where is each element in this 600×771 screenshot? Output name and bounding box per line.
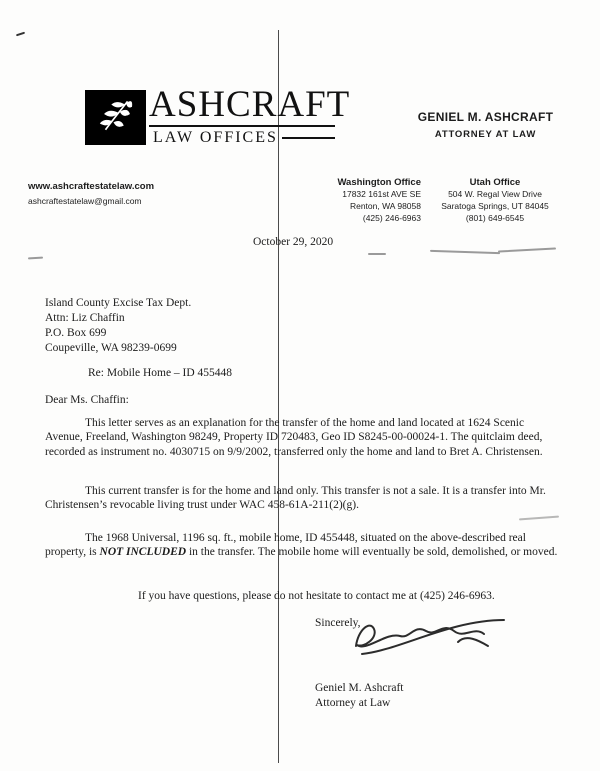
leaf-icon [95, 94, 137, 141]
scan-artifact [430, 250, 500, 254]
closing: Sincerely, [315, 617, 361, 629]
utah-office-address2: Saratoga Springs, UT 84045 [441, 201, 549, 212]
salutation: Dear Ms. Chaffin: [45, 394, 129, 406]
washington-office-phone: (425) 246-6963 [362, 213, 421, 224]
scan-artifact [498, 247, 556, 252]
firm-name-block [149, 84, 351, 147]
paragraph-1: This letter serves as an explanation for the transfer of the home and land located at 1624 Scenic Avenue, Freeland, Washington 98249, Property ID 720483, Geo ID S8245-00-00024-1. The quitclaim deed, recorded as instrument no. 4030715 on 9/9/2002, transferred only the home and land to Bret A. Christensen. [45, 417, 543, 458]
washington-office-title: Washington Office [337, 177, 421, 188]
firm-email: ashcraftestatelaw@gmail.com [28, 196, 142, 206]
attorney-title: ATTORNEY AT LAW [434, 129, 537, 140]
scan-artifact [16, 32, 25, 37]
signer-name: Geniel M. Ashcraft [315, 682, 404, 694]
paragraph-2: This current transfer is for the home and land only. This transfer is not a sale. It is a transfer into Mr. Christensen’s revocable living trust under WAC 458-61A-211(2)(g). [45, 485, 546, 512]
recipient-line: Coupeville, WA 98239-0699 [45, 342, 177, 354]
washington-office-address1: 17832 161st AVE SE [342, 189, 421, 200]
contact-left [28, 181, 154, 206]
recipient-line: P.O. Box 699 [45, 327, 107, 339]
firm-name: ASHCRAFT [149, 84, 351, 125]
scan-artifact [28, 257, 43, 259]
recipient-line: Attn: Liz Chaffin [45, 312, 125, 324]
signer-title: Attorney at Law [315, 697, 391, 709]
utah-office-phone: (801) 649-6545 [465, 213, 525, 224]
utah-office-address1: 504 W. Regal View Drive [448, 189, 542, 200]
recipient-line: Island County Excise Tax Dept. [45, 297, 192, 309]
paragraph-3-text: The 1968 Universal, 1196 sq. ft., mobile home, ID 455448, situated on the above-described real property, is [45, 532, 526, 559]
paragraph-3-text: in the transfer. The mobile home will eventually be sold, demolished, or moved. [186, 546, 558, 559]
letter-date: October 29, 2020 [253, 236, 334, 248]
firm-subtitle-row [149, 129, 335, 147]
paragraph-3-emphasis: NOT INCLUDED [99, 546, 187, 559]
firm-website: www.ashcraftestatelaw.com [28, 181, 155, 192]
scan-artifact [368, 253, 386, 255]
utah-office-title: Utah Office [469, 177, 521, 188]
firm-subtitle: LAW OFFICES [153, 128, 278, 146]
washington-office-block [295, 176, 421, 225]
signature [338, 606, 510, 671]
paragraph-3 [45, 531, 558, 560]
firm-logo [85, 90, 146, 145]
attorney-block [413, 110, 558, 140]
signer-block [315, 681, 403, 711]
scan-artifact [519, 516, 559, 521]
attorney-name: GENIEL M. ASHCRAFT [417, 110, 554, 124]
utah-office-block [428, 176, 562, 225]
paragraph-4: If you have questions, please do not hesitate to contact me at (425) 246-6963. [138, 590, 495, 602]
washington-office-address2: Renton, WA 98058 [349, 201, 421, 212]
re-line: Re: Mobile Home – ID 455448 [88, 367, 233, 379]
recipient-block [45, 296, 191, 356]
